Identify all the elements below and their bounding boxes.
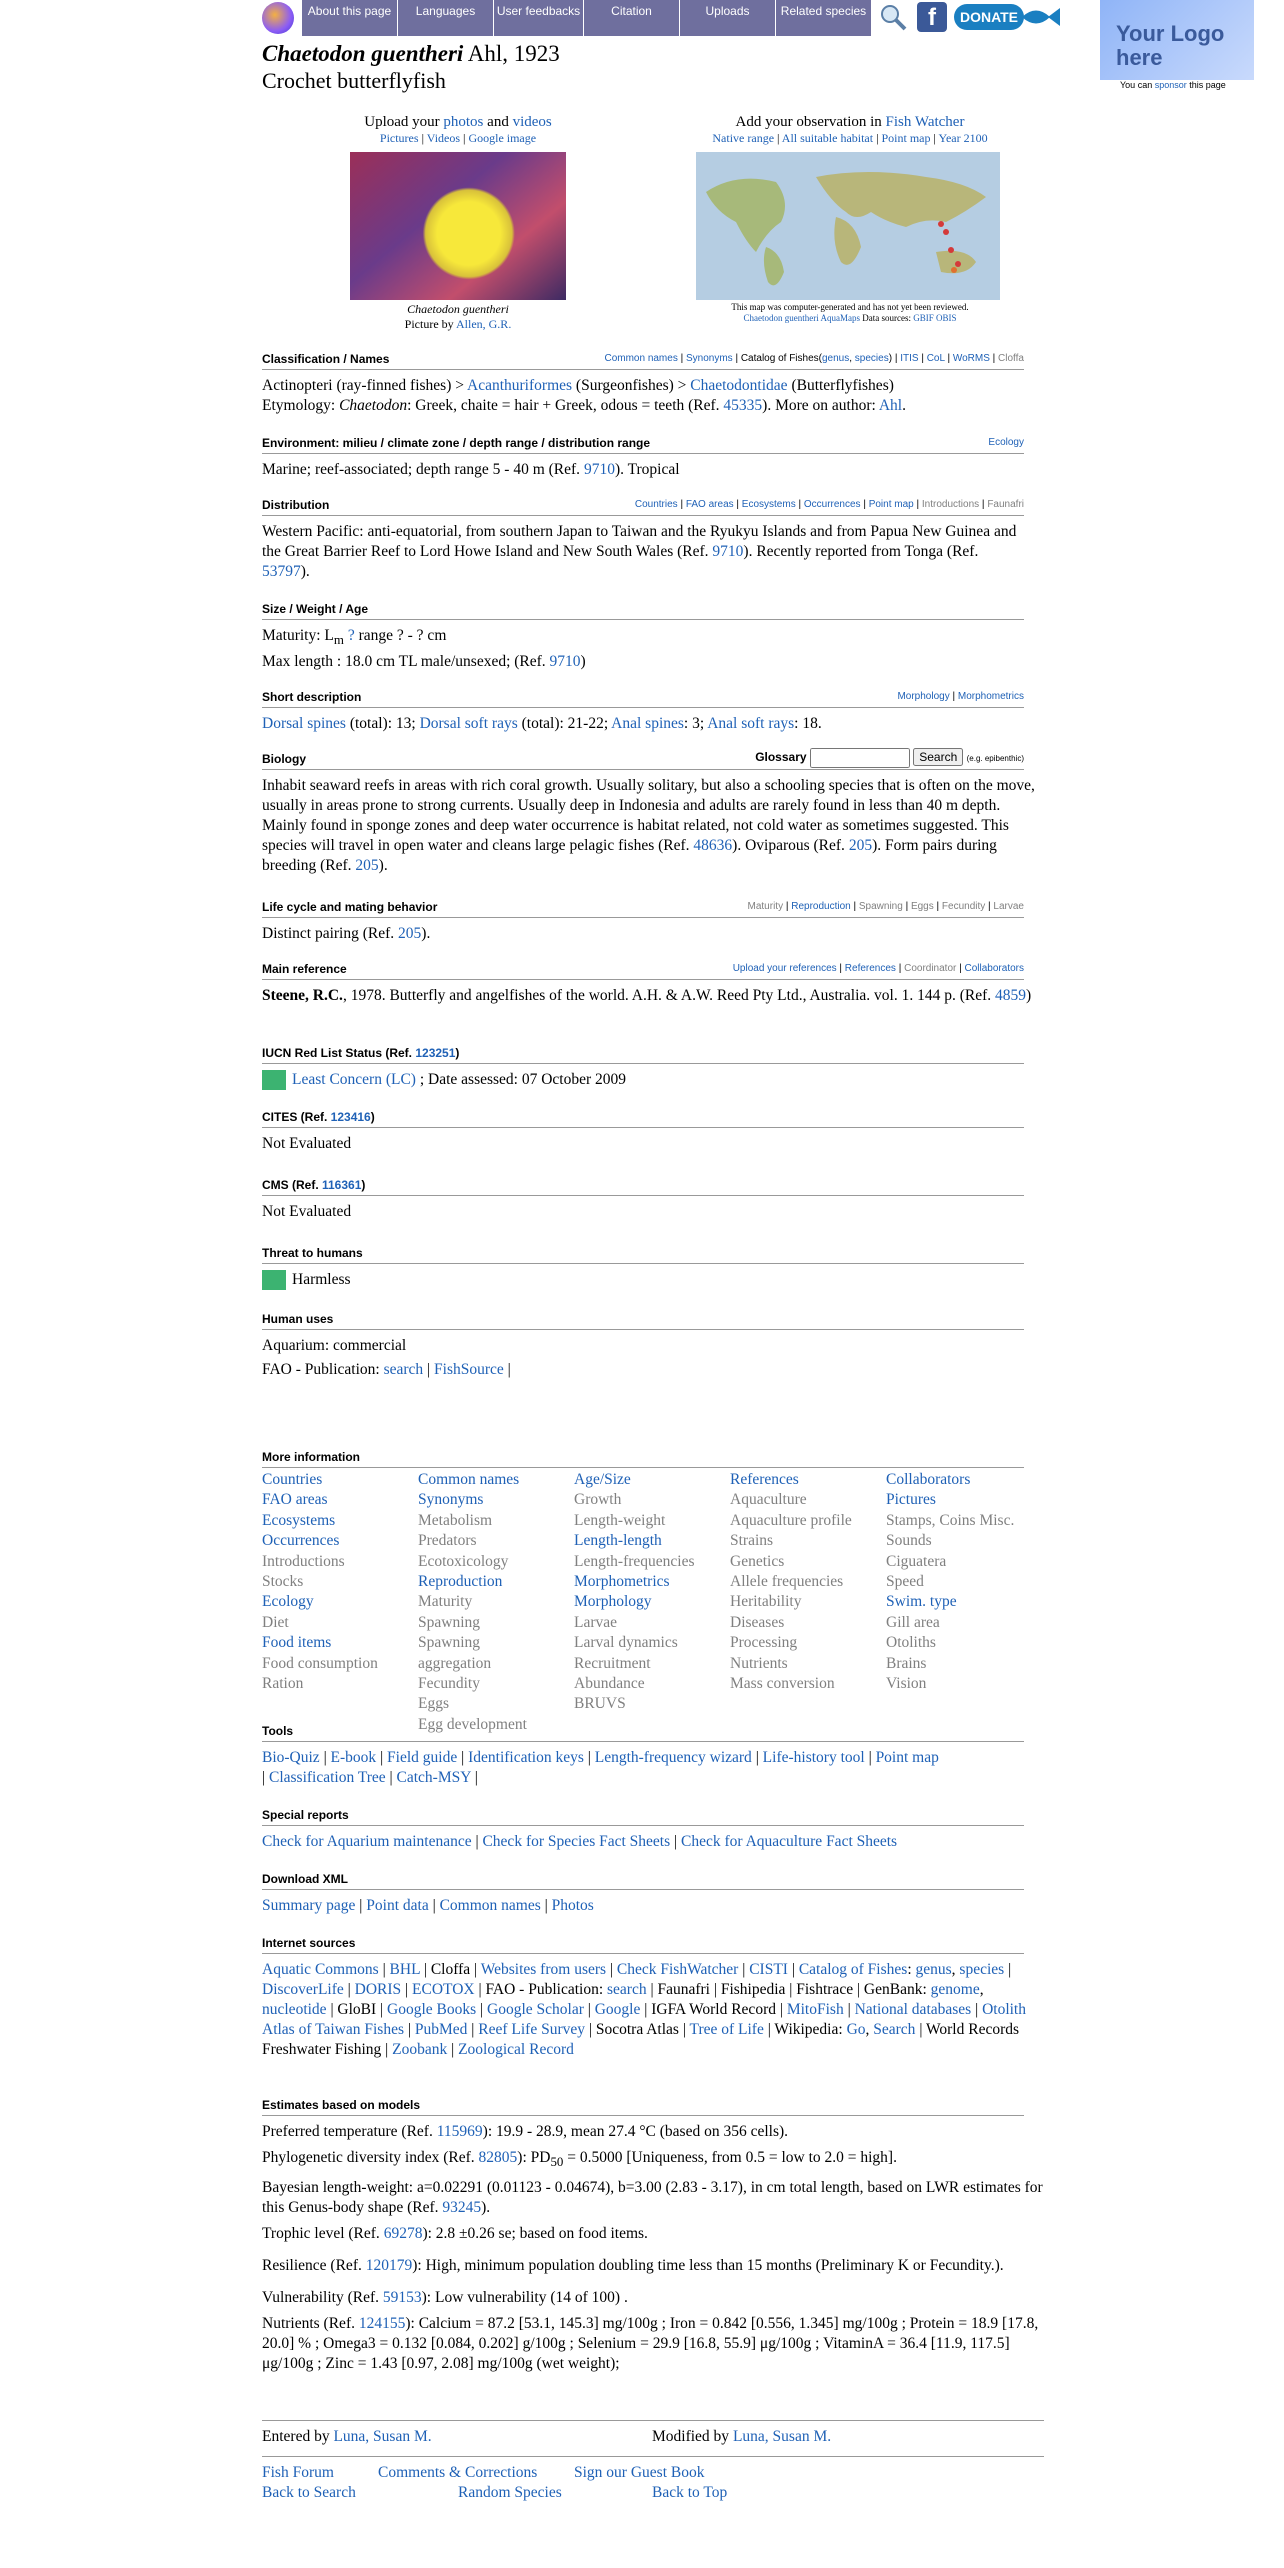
more-info-item: Spawning [418, 1634, 480, 1652]
nav-languages[interactable]: Languages [398, 0, 494, 36]
map-note: This map was computer-generated and has not yet been reviewed. Chaetodon guentheri AquaMaps Data sources: GBIF OBIS [731, 302, 969, 323]
more-info-item: Aquaculture profile [730, 1511, 852, 1529]
more-info-item: Sounds [886, 1532, 932, 1550]
life-cycle-section: Life cycle and mating behavior Maturity | Reproduction | Spawning | Eggs | Fecundity | Larvae Distinct pairing (Ref. 205). [262, 900, 1024, 942]
more-info-item: Gill area [886, 1613, 940, 1631]
suitable-habitat-link[interactable]: All suitable habitat [781, 131, 874, 145]
status-badge [262, 1070, 286, 1090]
more-col-4 [730, 1470, 886, 1694]
more-col-5 [886, 1470, 1042, 1694]
more-info-item[interactable]: Ecology [262, 1593, 314, 1611]
distribution-map[interactable] [696, 152, 1000, 300]
biology-section: Biology Glossary Search (e.g. epibenthic) Inhabit seaward reefs in areas with rich coral growth. Usually solitary, but also a schooling species that is often on the move, usually in areas prone to strong currents. Usually deep in Indonesia and adults are rarely found in less than 40 m depth. Mainly found in sponge zones and deep water occurrence is habitat related, not cold water as sometimes suggested. This species will travel in open water and cleans large pelagic fishes (Ref. 48636). Oviparous (Ref. 205). Form pairs during breeding (Ref. 205). [262, 750, 1035, 874]
main-reference-section: Main reference Upload your references | References | Coordinator | Collaborators Steene, R.C., 1978. Butterfly and angelfishes of the world. A.H. & A.W. Reed Pty Ltd., Australia. vol. 1. 144 p. (Ref. 4859) [262, 962, 1032, 1004]
more-info-item: Diseases [730, 1613, 785, 1631]
human-uses-section: Human uses Aquarium: commercial FAO - Publication: search | FishSource | [262, 1312, 1024, 1380]
back-to-search-link[interactable]: Back to Search [262, 2484, 356, 2501]
your-logo-text: Your Logo here [1116, 21, 1225, 70]
more-info-item[interactable]: Countries [262, 1471, 323, 1488]
more-info-item: Aquaculture [730, 1491, 807, 1509]
distribution-section: Distribution Countries | FAO areas | Ecosystems | Occurrences | Point map | Introductions | Faunafri Western Pacific: anti-equatorial, from southern Japan to Taiwan and the Ryukyu Islands and from Papua New Guinea and the Great Barrier Reef to Lord Howe Island and New South Wales (Ref. 9710). Recently reported from Tonga (Ref. 53797). [262, 498, 1024, 580]
more-info-item: Metabolism [418, 1511, 493, 1529]
more-info-item: Allele frequencies [730, 1573, 844, 1591]
short-description-section: Short description Morphology | Morphometrics Dorsal spines (total): 13; Dorsal soft rays (total): 21-22; Anal spines: 3; Anal soft rays: 18. [262, 690, 1024, 732]
special-reports-section: Special reports Check for Aquarium maintenance | Check for Species Fact Sheets | Check for Aquaculture Fact Sheets [262, 1808, 1044, 1852]
back-to-top-link[interactable]: Back to Top [652, 2484, 728, 2501]
more-info-item[interactable]: Age/Size [574, 1471, 631, 1488]
more-info-item: Larvae [574, 1613, 618, 1631]
google-image-link[interactable]: Google image [468, 131, 537, 145]
more-info-item: Brains [886, 1654, 927, 1672]
more-col-1 [262, 1470, 418, 1694]
more-info-item: Ecotoxicology [418, 1552, 509, 1570]
comments-link[interactable]: Comments & Corrections [378, 2464, 538, 2481]
cites-section: CITES (Ref. 123416) Not Evaluated [262, 1110, 1024, 1154]
more-info-item: Nutrients [730, 1654, 788, 1672]
more-info-item: Heritability [730, 1593, 802, 1611]
more-info-item[interactable]: References [730, 1471, 799, 1488]
more-info-item: Stamps, Coins Misc. [886, 1511, 1015, 1529]
facebook-icon[interactable]: f [917, 2, 947, 32]
species-photo[interactable] [350, 152, 566, 300]
more-info-item[interactable]: Reproduction [418, 1573, 503, 1591]
entered-by: Entered by Luna, Susan M. [262, 2428, 432, 2445]
pictures-link[interactable]: Pictures [379, 131, 419, 145]
tools-section: Tools Bio-Quiz | E-book | Field guide | Identification keys | Length-frequency wizard | Life-history tool | Point map | Classification Tree | Catch-MSY | [262, 1724, 1044, 1788]
more-info-item[interactable]: Morphometrics [574, 1573, 670, 1591]
more-info-item: Mass conversion [730, 1675, 835, 1693]
more-information: More information Countries FAO areas Ecosystems Occurrences Introductions Stocks Ecology Diet Food items Food consumption Ration Common names Synonyms Metabolism Predators Ecotoxicology Reproduction Maturity Spawning Spawning aggregation Fecundity Eggs Egg development Age/Size Growth Length-weight Length-length Length-frequencies Morphometrics Morphology Larvae Larval dynamics Recruitment Abundance BRUVS References Aquaculture Aquaculture profile Strains Genetics Allele frequencies Heritability Diseases Processing Nutrients Mass conversion Collaborators Pictures Stamps, Coins Misc. Sounds Ciguatera Speed Swim. type Gill area Otoliths Brains Vision [262, 1450, 1044, 1468]
more-info-item: Larval dynamics [574, 1634, 678, 1652]
your-logo-banner[interactable] [1100, 0, 1254, 80]
search-icon[interactable] [878, 2, 908, 32]
top-nav [262, 0, 1048, 36]
point-map-link[interactable]: Point map [881, 131, 931, 145]
more-info-item: Genetics [730, 1552, 785, 1570]
videos-link-2[interactable]: Videos [426, 131, 461, 145]
footer-divider-1 [262, 2420, 1044, 2421]
more-col-2 [418, 1470, 574, 1735]
classification-section: Classification / Names Common names | Synonyms | Catalog of Fishes(genus, species) | ITIS | CoL | WoRMS | Cloffa Actinopteri (ray-finned fishes) > Acanthuriformes (Surgeonfishes) > Chaetodontidae (Butterflyfishes) Etymology: Chaetodon: Greek, chaite = hair + Greek, odous = teeth (Ref. 45335). More on author: Ahl. [262, 352, 1024, 414]
nav-uploads[interactable]: Uploads [680, 0, 776, 36]
more-info-item[interactable]: Common names [418, 1471, 520, 1488]
photo-caption: Chaetodon guentheri Picture by Allen, G.R. [404, 302, 512, 331]
fish-icon [1020, 4, 1060, 30]
more-info-item: Processing [730, 1634, 798, 1652]
fish-forum-link[interactable]: Fish Forum [262, 2464, 334, 2481]
nav-citation[interactable]: Citation [584, 0, 680, 36]
more-info-item: Eggs [418, 1695, 449, 1713]
more-info-item: Otoliths [886, 1634, 936, 1652]
more-info-item: Speed [886, 1573, 924, 1591]
more-info-item: Diet [262, 1613, 289, 1631]
more-info-item[interactable]: Occurrences [262, 1532, 340, 1550]
fish-watcher-link[interactable]: Fish Watcher [885, 114, 965, 130]
year-2100-link[interactable]: Year 2100 [938, 131, 988, 145]
more-info-item[interactable]: Morphology [574, 1593, 652, 1611]
random-species-link[interactable]: Random Species [458, 2484, 562, 2501]
more-info-item: Length-frequencies [574, 1552, 695, 1570]
more-info-item: Egg development [418, 1715, 527, 1733]
download-xml-section: Download XML Summary page | Point data | Common names | Photos [262, 1872, 1024, 1916]
species-title: Chaetodon guentheri Ahl, 1923 [262, 41, 560, 66]
videos-link[interactable]: videos [512, 114, 552, 130]
more-info-item: aggregation [418, 1654, 492, 1672]
donate-button[interactable]: DONATE [954, 4, 1024, 30]
iucn-section: IUCN Red List Status (Ref. 123251) Least Concern (LC) ; Date assessed: 07 October 2009 [262, 1046, 1024, 1090]
more-info-item: Growth [574, 1491, 622, 1509]
modified-by: Modified by Luna, Susan M. [652, 2428, 832, 2445]
more-info-item: Spawning [418, 1613, 480, 1631]
more-info-item[interactable]: Ecosystems [262, 1511, 336, 1529]
photos-link[interactable]: photos [443, 114, 484, 130]
more-info-item[interactable]: Food items [262, 1634, 332, 1652]
native-range-link[interactable]: Native range [712, 131, 775, 145]
more-info-item: Strains [730, 1532, 774, 1550]
more-info-item: Ration [262, 1675, 304, 1693]
glossary-input[interactable] [810, 748, 910, 768]
more-info-item[interactable]: Swim. type [886, 1593, 957, 1611]
photo-credit-link[interactable]: Allen, G.R. [455, 317, 512, 331]
guest-book-link[interactable]: Sign our Guest Book [574, 2464, 705, 2481]
more-info-item: Recruitment [574, 1654, 651, 1672]
more-info-item[interactable]: Pictures [886, 1491, 936, 1509]
common-name: Crochet butterflyfish [262, 68, 446, 93]
threat-section: Threat to humans Harmless [262, 1246, 1024, 1290]
environment-section: Environment: milieu / climate zone / depth range / distribution range Ecology Marine; reef-associated; depth range 5 - 40 m (Ref. 9710). Tropical [262, 436, 1024, 478]
more-info-item[interactable]: FAO areas [262, 1491, 328, 1509]
sponsor-link[interactable]: sponsor [1154, 80, 1187, 90]
more-info-item: BRUVS [574, 1695, 626, 1713]
more-info-item: Fecundity [418, 1675, 480, 1693]
more-info-item: Stocks [262, 1573, 304, 1591]
sponsor-note: You can sponsor this page [1120, 80, 1226, 90]
nav-related-species[interactable]: Related species [776, 0, 872, 36]
internet-sources-section: Internet sources Aquatic Commons | BHL | Cloffa | Websites from users | Check FishWatcher | CISTI | Catalog of Fishes: genus, species | DiscoverLife | DORIS | ECOTOX | FAO - Publication: search | Faunafri | Fishipedia | Fishtrace | GenBank: genome, nucleotide | GloBI | Google Books | Google Scholar | Google | IGFA World Record | MitoFish | National databases | Otolith Atlas of Taiwan Fishes | PubMed | Reef Life Survey | Socotra Atlas | Tree of Life | Wikipedia: Go, Search | World Records Freshwater Fishing | Zoobank | Zoological Record [262, 1936, 1026, 2058]
upload-box: Upload your photos and videos Pictures | Videos | Google image [364, 114, 552, 145]
footer-divider-2 [262, 2456, 1044, 2457]
observation-box: Add your observation in Fish Watcher Native range | All suitable habitat | Point map | Year 2100 [712, 114, 988, 145]
nav-about-page[interactable]: About this page [302, 0, 398, 36]
more-info-item[interactable]: Synonyms [418, 1491, 484, 1509]
size-section: Size / Weight / Age Maturity: $L_m$ ? range ? - ? cm Max length : 18.0 cm TL male/unsexed; (Ref. 9710) [262, 602, 1024, 672]
more-info-item[interactable]: Length-length [574, 1532, 662, 1550]
more-info-item: Maturity [418, 1593, 473, 1611]
estimates-section: Estimates based on models Preferred temperature (Ref. 115969): 19.9 - 28.9, mean 27.4 °C (based on 356 cells). Phylogenetic diversity index (Ref. 82805): $PD_{50} = 0.5000$ [Uniqueness, from 0.5 = low to 2.0 = high]. Bayesian length-weight: a=0.02291 (0.01123 - 0.04674), b=3.00 (2.83 - 3.17), in cm total length, based on LWR estimates for this Genus-body shape (Ref. 93245). Trophic level (Ref. 69278): 2.8 ±0.26 se; based on food items. Resilience (Ref. 120179): High, minimum population doubling time less than 15 months (Preliminary K or Fecundity.). Vulnerability (Ref. 59153): Low vulnerability (14 of 100) . Nutrients (Ref. 124155): Calcium = 87.2 [53.1, 145.3] mg/100g ; Iron = 0.842 [0.556, 1.345] mg/100g ; Protein = 18.9 [17.8, 20.0] % ; Omega3 = 0.132 [0.084, 0.202] g/100g ; Selenium = 29.9 [16.8, 55.9] μg/100g ; VitaminA = 36.4 [11.9, 117.5] μg/100g ; Zinc = 1.43 [0.97, 2.08] mg/100g (wet weight); [262, 2098, 1043, 2373]
more-col-3 [574, 1470, 730, 1715]
more-info-item[interactable]: Collaborators [886, 1471, 971, 1488]
threat-badge [262, 1270, 286, 1290]
more-info-item: Vision [886, 1675, 927, 1693]
more-info-item: Predators [418, 1532, 477, 1550]
cms-section: CMS (Ref. 116361) Not Evaluated [262, 1178, 1024, 1222]
more-info-item: Ciguatera [886, 1552, 947, 1570]
more-info-item: Length-weight [574, 1511, 666, 1529]
more-info-item: Introductions [262, 1552, 345, 1570]
fishbase-logo[interactable] [262, 2, 294, 34]
more-info-item: Abundance [574, 1675, 645, 1693]
glossary-search-button[interactable]: Search [913, 748, 963, 766]
more-info-item: Food consumption [262, 1654, 378, 1672]
nav-user-feedbacks[interactable]: User feedbacks [494, 0, 584, 36]
